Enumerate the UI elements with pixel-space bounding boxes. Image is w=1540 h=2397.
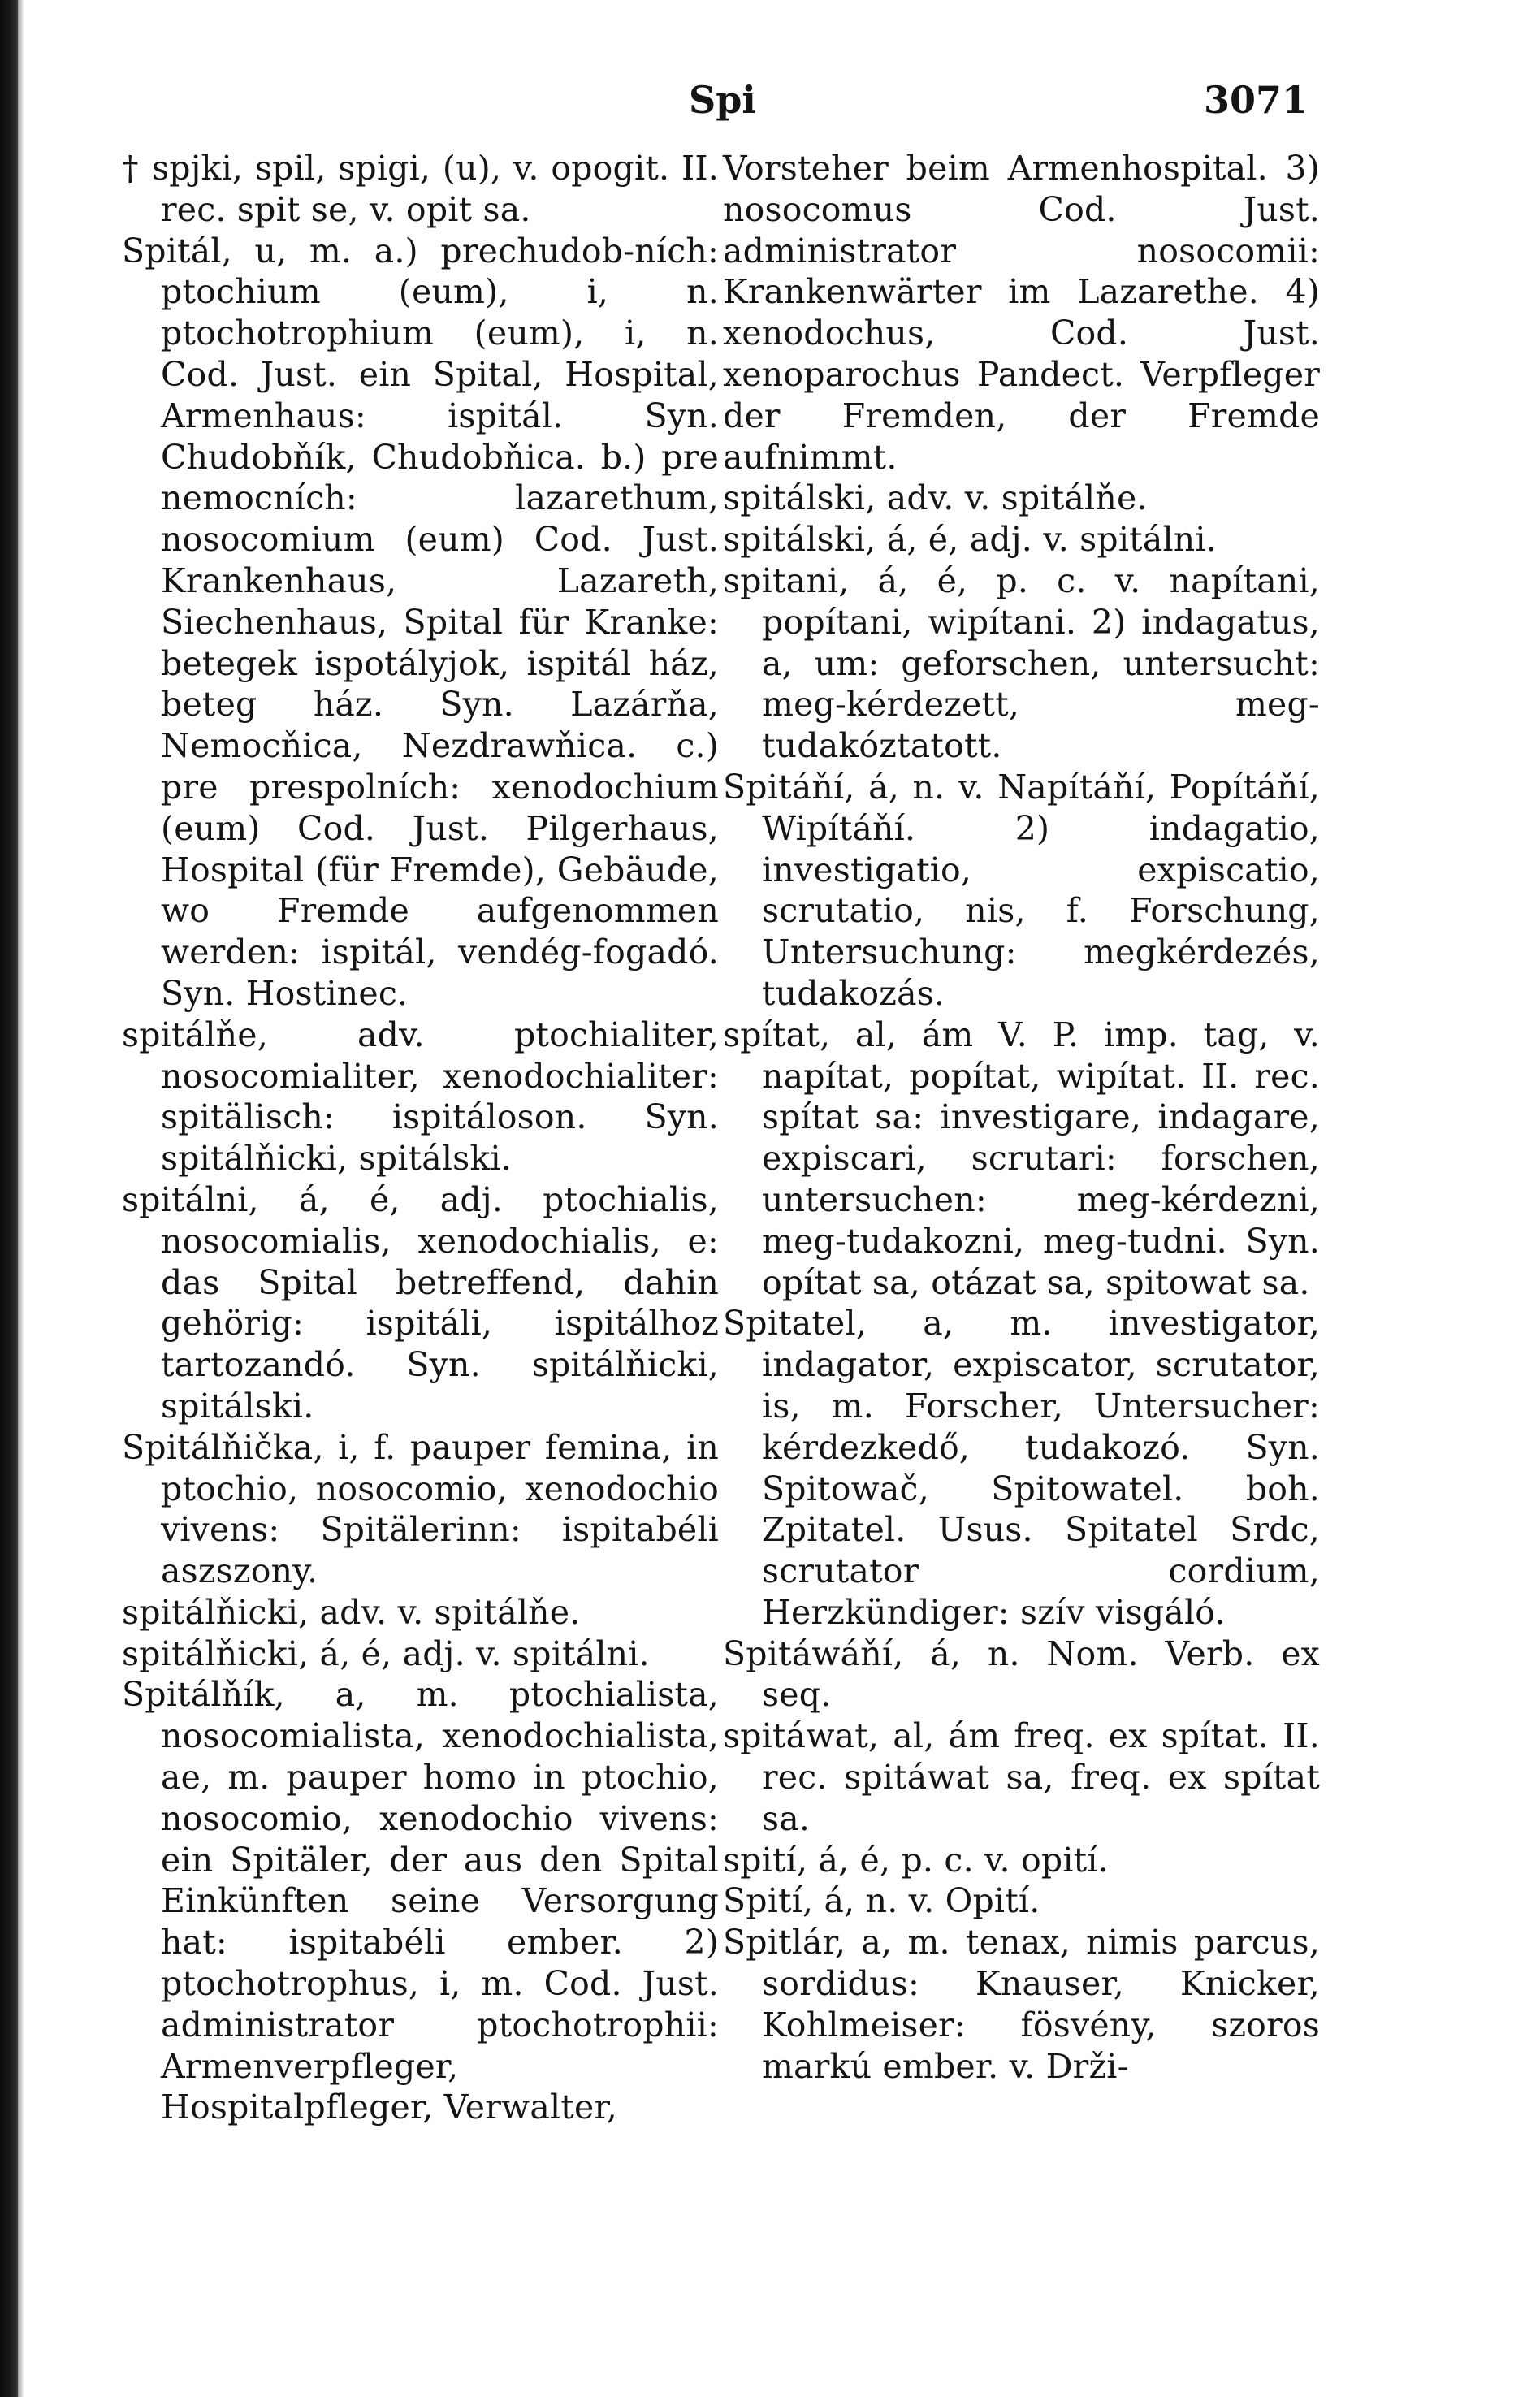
left-column bbox=[122, 148, 719, 2128]
dictionary-entry: spitálski, á, é, adj. v. spitálni. bbox=[723, 520, 1217, 560]
dictionary-entry: spítat, al, ám V. P. imp. tag, v. napítat, popítat, wipítat. II. rec. spítat sa: investigare, indagare, expiscari, scrutari: forschen, untersuchen: meg-kérdezni, meg-tudakozni, meg-tudni. Syn. opítat sa, otázat sa, spitowat sa. bbox=[723, 1015, 1320, 1302]
dictionary-entry: Spitáňí, á, n. v. Napítáňí, Popítáňí, Wipítáňí. 2) indagatio, investigatio, expiscatio, scrutatio, nis, f. Forschung, Untersuchung: megkérdezés, tudakozás. bbox=[723, 767, 1320, 1013]
dictionary-entry-continued: Vorsteher beim Armenhospital. 3) nosocomus Cod. Just. administrator nosocomii: Krankenwärter im Lazarethe. 4) xenodochus, Cod. Just. xenoparochus Pandect. Verpfleger der Fremden, der Fremde aufnimmt. bbox=[723, 149, 1320, 477]
dictionary-entry: Spitál, u, m. a.) prechudob-ních: ptochium (eum), i, n. ptochotrophium (eum), i, n. Cod. Just. ein Spital, Hospital, Armenhaus: ispitál. Syn. Chudobňík, Chudobňica. b.) pre nemocních: lazarethum, nosocomium (eum) Cod. Just. Krankenhaus, Lazareth, Siechenhaus, Spital für Kranke: betegek ispotályjok, ispitál ház, beteg ház. Syn. Lazárňa, Nemocňica, Nezdrawňica. c.) pre prespolních: xenodochium (eum) Cod. Just. Pilgerhaus, Hospital (für Fremde), Gebäude, wo Fremde aufgenommen werden: ispitál, vendég-fogadó. Syn. Hostinec. bbox=[122, 231, 719, 1013]
page-header bbox=[106, 78, 1308, 127]
dictionary-entry: spitálňicki, adv. v. spitálňe. bbox=[122, 1592, 581, 1632]
dictionary-entry: spitálni, á, é, adj. ptochialis, nosocomialis, xenodochialis, e: das Spital betreffend, dahin gehörig: ispitáli, ispitálhoz tartozandó. Syn. spitálňicki, spitálski. bbox=[122, 1179, 719, 1426]
dictionary-entry: Spitlár, a, m. tenax, nimis parcus, sordidus: Knauser, Knicker, Kohlmeiser: fösvény, szoros markú ember. v. Drži- bbox=[723, 1923, 1320, 2086]
dictionary-entry: spitáwat, al, ám freq. ex spítat. II. rec. spitáwat sa, freq. ex spítat sa. bbox=[723, 1716, 1320, 1838]
dictionary-entry: spitálski, adv. v. spitálňe. bbox=[723, 478, 1148, 518]
guide-word: Spi bbox=[689, 78, 756, 122]
dictionary-entry: † spjki, spil, spigi, (u), v. opogit. II. rec. spit se, v. opit sa. bbox=[122, 149, 719, 229]
right-column bbox=[723, 148, 1320, 2087]
dictionary-entry: Spitálňička, i, f. pauper femina, in ptochio, nosocomio, xenodochio vivens: Spitälerinn: ispitabéli aszszony. bbox=[122, 1427, 719, 1591]
spine-gradient bbox=[18, 0, 24, 2397]
dictionary-entry: spitálňicki, á, é, adj. v. spitálni. bbox=[122, 1633, 650, 1673]
book-spine-shadow bbox=[0, 0, 18, 2397]
dictionary-entry: Spitáwáňí, á, n. Nom. Verb. ex seq. bbox=[723, 1633, 1320, 1715]
dictionary-entry: Spitatel, a, m. investigator, indagator, expiscator, scrutator, is, m. Forscher, Untersucher: kérdezkedő, tudakozó. Syn. Spitowač, Spitowatel. boh. Zpitatel. Usus. Spitatel Srdc, scrutator cordium, Herzkündiger: szív visgáló. bbox=[723, 1304, 1320, 1632]
dictionary-entry: Spití, á, n. v. Opití. bbox=[723, 1881, 1040, 1921]
dictionary-entry: spití, á, é, p. c. v. opití. bbox=[723, 1840, 1109, 1880]
dictionary-entry: spitani, á, é, p. c. v. napítani, popítani, wipítani. 2) indagatus, a, um: geforschen, untersucht: meg-kérdezett, meg-tudakóztatott. bbox=[723, 560, 1320, 766]
dictionary-entry: spitálňe, adv. ptochialiter, nosocomialiter, xenodochialiter: spitälisch: ispitáloson. Syn. spitálňicki, spitálski. bbox=[122, 1015, 719, 1179]
page-number: 3071 bbox=[1203, 78, 1308, 122]
dictionary-entry: Spitálňík, a, m. ptochialista, nosocomialista, xenodochialista, ae, m. pauper homo in ptochio, nosocomio, xenodochio vivens: ein Spitäler, der aus den Spital Einkünften seine Versorgung hat: ispitabéli ember. 2) ptochotrophus, i, m. Cod. Just. administrator ptochotrophii: Armenverpfleger, Hospitalpfleger, Verwalter, bbox=[122, 1675, 719, 2127]
